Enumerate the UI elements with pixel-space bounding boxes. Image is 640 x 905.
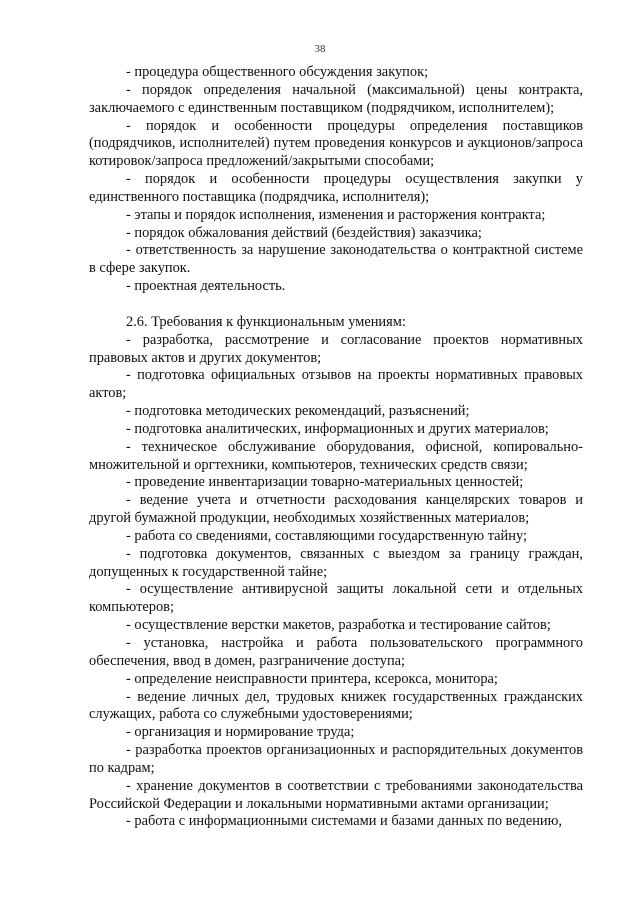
list-item: - техническое обслуживание оборудования, офисной, копировально-множительной и оргтехники, компьютеров, технических средств связи; bbox=[89, 438, 583, 473]
list-item: - ведение личных дел, трудовых книжек государственных гражданских служащих, работа со служебными удостоверениями; bbox=[89, 688, 583, 723]
list-item: - ответственность за нарушение законодательства о контрактной системе в сфере закупок. bbox=[89, 242, 583, 277]
list-item: - этапы и порядок исполнения, изменения и расторжения контракта; bbox=[126, 206, 546, 223]
document-body bbox=[89, 64, 583, 831]
list-item: - подготовка официальных отзывов на проекты нормативных правовых актов; bbox=[89, 367, 583, 402]
list-item: - работа со сведениями, составляющими государственную тайну; bbox=[126, 527, 527, 544]
list-item: - порядок определения начальной (максимальной) цены контракта, заключаемого с единственным поставщиком (подрядчиком, исполнителем); bbox=[89, 81, 583, 116]
list-item: - подготовка аналитических, информационных и других материалов; bbox=[126, 420, 549, 437]
page-number: 38 bbox=[314, 43, 326, 55]
list-item: - проектная деятельность. bbox=[126, 278, 286, 295]
list-item: - ведение учета и отчетности расходования канцелярских товаров и другой бумажной продукции, необходимых хозяйственных материалов; bbox=[89, 492, 583, 527]
list-item: - разработка, рассмотрение и согласование проектов нормативных правовых актов и других документов; bbox=[89, 331, 583, 366]
list-item: - осуществление антивирусной защиты локальной сети и отдельных компьютеров; bbox=[89, 581, 583, 616]
list-item: - организация и нормирование труда; bbox=[126, 724, 355, 741]
list-item: - хранение документов в соответствии с требованиями законодательства Российской Федерации и локальными нормативными актами организации; bbox=[89, 777, 583, 812]
list-item: - подготовка документов, связанных с выездом за границу граждан, допущенных к государственной тайне; bbox=[89, 545, 583, 580]
list-item: - работа с информационными системами и базами данных по ведению, bbox=[126, 813, 562, 830]
list-item: - осуществление верстки макетов, разработка и тестирование сайтов; bbox=[126, 617, 551, 634]
list-item: - подготовка методических рекомендаций, разъяснений; bbox=[126, 403, 470, 420]
list-item: - разработка проектов организационных и распорядительных документов по кадрам; bbox=[89, 742, 583, 776]
list-item: - порядок и особенности процедуры определения поставщиков (подрядчиков, исполнителей) путем проведения конкурсов и аукционов/запроса котировок/запроса предложений/закрытыми способами; bbox=[89, 117, 583, 170]
list-item: - определение неисправности принтера, ксерокса, монитора; bbox=[126, 670, 498, 687]
list-item: - порядок и особенности процедуры осуществления закупки у единственного поставщика (подрядчика, исполнителя); bbox=[89, 171, 583, 205]
list-item: - установка, настройка и работа пользовательского программного обеспечения, ввод в домен, разграничение доступа; bbox=[89, 635, 583, 669]
list-item: - проведение инвентаризации товарно-материальных ценностей; bbox=[126, 474, 524, 491]
list-item: - порядок обжалования действий (бездействия) заказчика; bbox=[126, 224, 482, 241]
section-heading: 2.6. Требования к функциональным умениям: bbox=[126, 313, 406, 330]
paragraph-gap bbox=[89, 296, 583, 314]
list-item: - процедура общественного обсуждения закупок; bbox=[126, 64, 429, 80]
